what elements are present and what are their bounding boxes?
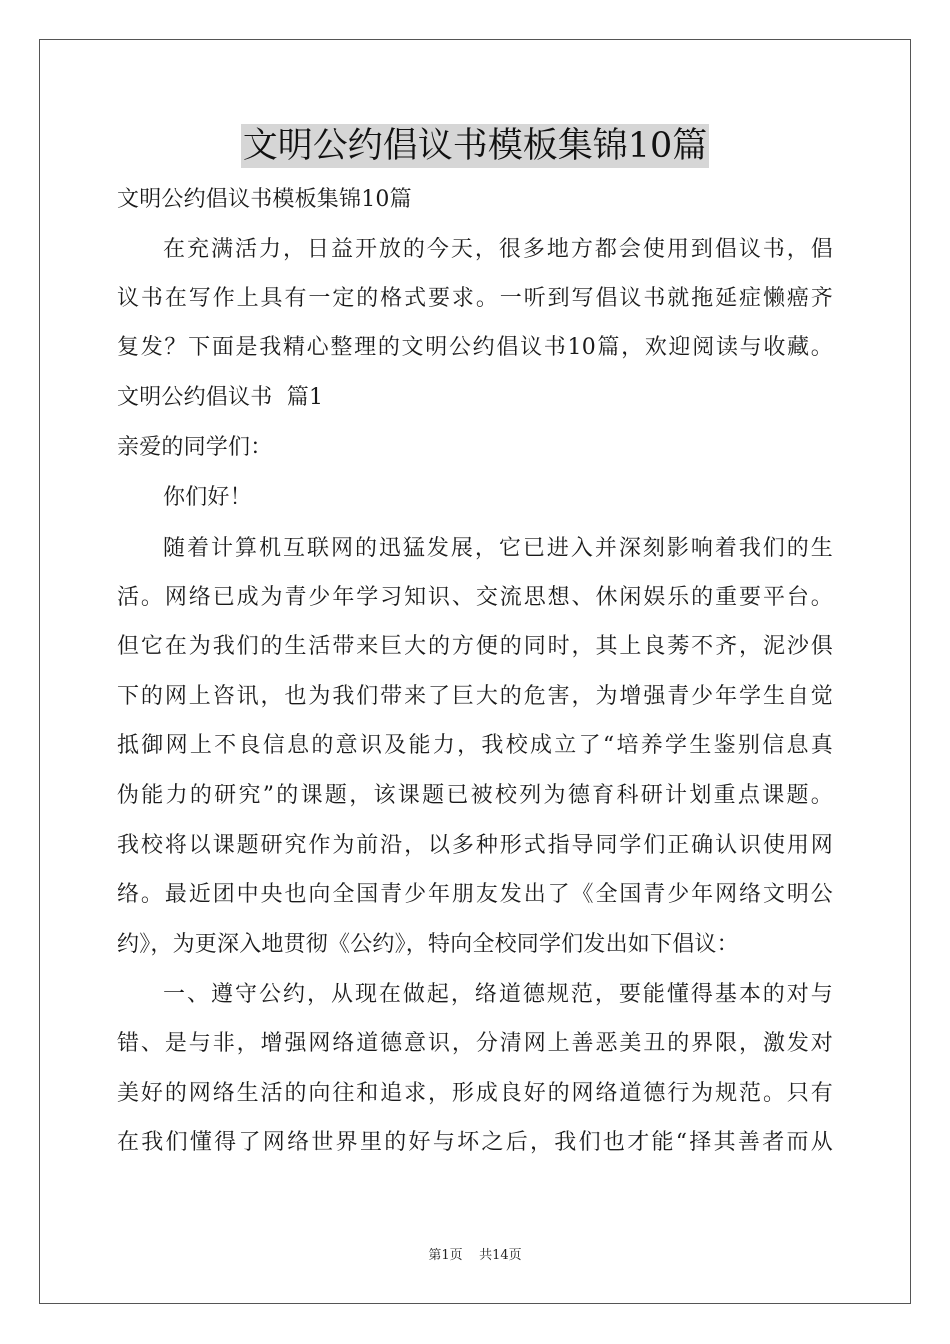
title-container <box>0 124 950 168</box>
body-line: 下的网上咨讯，也为我们带来了巨大的危害，为增强青少年学生自觉 <box>117 684 833 709</box>
body-line: 在我们懂得了网络世界里的好与坏之后，我们也才能“择其善者而从 <box>117 1130 833 1155</box>
salutation: 亲爱的同学们： <box>117 435 273 460</box>
document-title: 文明公约倡议书模板集锦10篇 <box>242 126 708 166</box>
intro-line: 议书在写作上具有一定的格式要求。一听到写倡议书就拖延症懒癌齐 <box>117 286 833 311</box>
body-line: 一、遵守公约，从现在做起，络道德规范，要能懂得基本的对与 <box>163 982 833 1007</box>
body-line: 我校将以课题研究作为前沿，以多种形式指导同学们正确认识使用网 <box>117 833 833 858</box>
body-line: 错、是与非，增强网络道德意识，分清网上善恶美丑的界限，激发对 <box>117 1031 833 1056</box>
subtitle-line: 文明公约倡议书模板集锦10篇 <box>117 187 412 212</box>
body-line: 络。最近团中央也向全国青少年朋友发出了《全国青少年网络文明公 <box>117 882 833 907</box>
greeting: 你们好！ <box>163 485 252 510</box>
intro-line: 在充满活力，日益开放的今天，很多地方都会使用到倡议书，倡 <box>163 237 833 262</box>
body-line: 抵御网上不良信息的意识及能力，我校成立了“培养学生鉴别信息真 <box>117 733 833 758</box>
page-border <box>39 39 911 1304</box>
body-line: 活。网络已成为青少年学习知识、交流思想、休闲娱乐的重要平台。 <box>117 585 833 610</box>
section-heading: 文明公约倡议书 篇1 <box>117 385 324 410</box>
body-line: 伪能力的研究”的课题，该课题已被校列为德育科研计划重点课题。 <box>117 783 833 808</box>
body-line: 约》，为更深入地贯彻《公约》，特向全校同学们发出如下倡议： <box>117 932 739 957</box>
body-line: 随着计算机互联网的迅猛发展，它已进入并深刻影响着我们的生 <box>163 536 833 561</box>
body-line: 但它在为我们的生活带来巨大的方便的同时，其上良莠不齐，泥沙俱 <box>117 634 833 659</box>
page-number: 第1页 共14页 <box>428 1248 522 1263</box>
body-line: 美好的网络生活的向往和追求，形成良好的网络道德行为规范。只有 <box>117 1081 833 1106</box>
intro-line: 复发？下面是我精心整理的文明公约倡议书10篇，欢迎阅读与收藏。 <box>117 335 833 360</box>
